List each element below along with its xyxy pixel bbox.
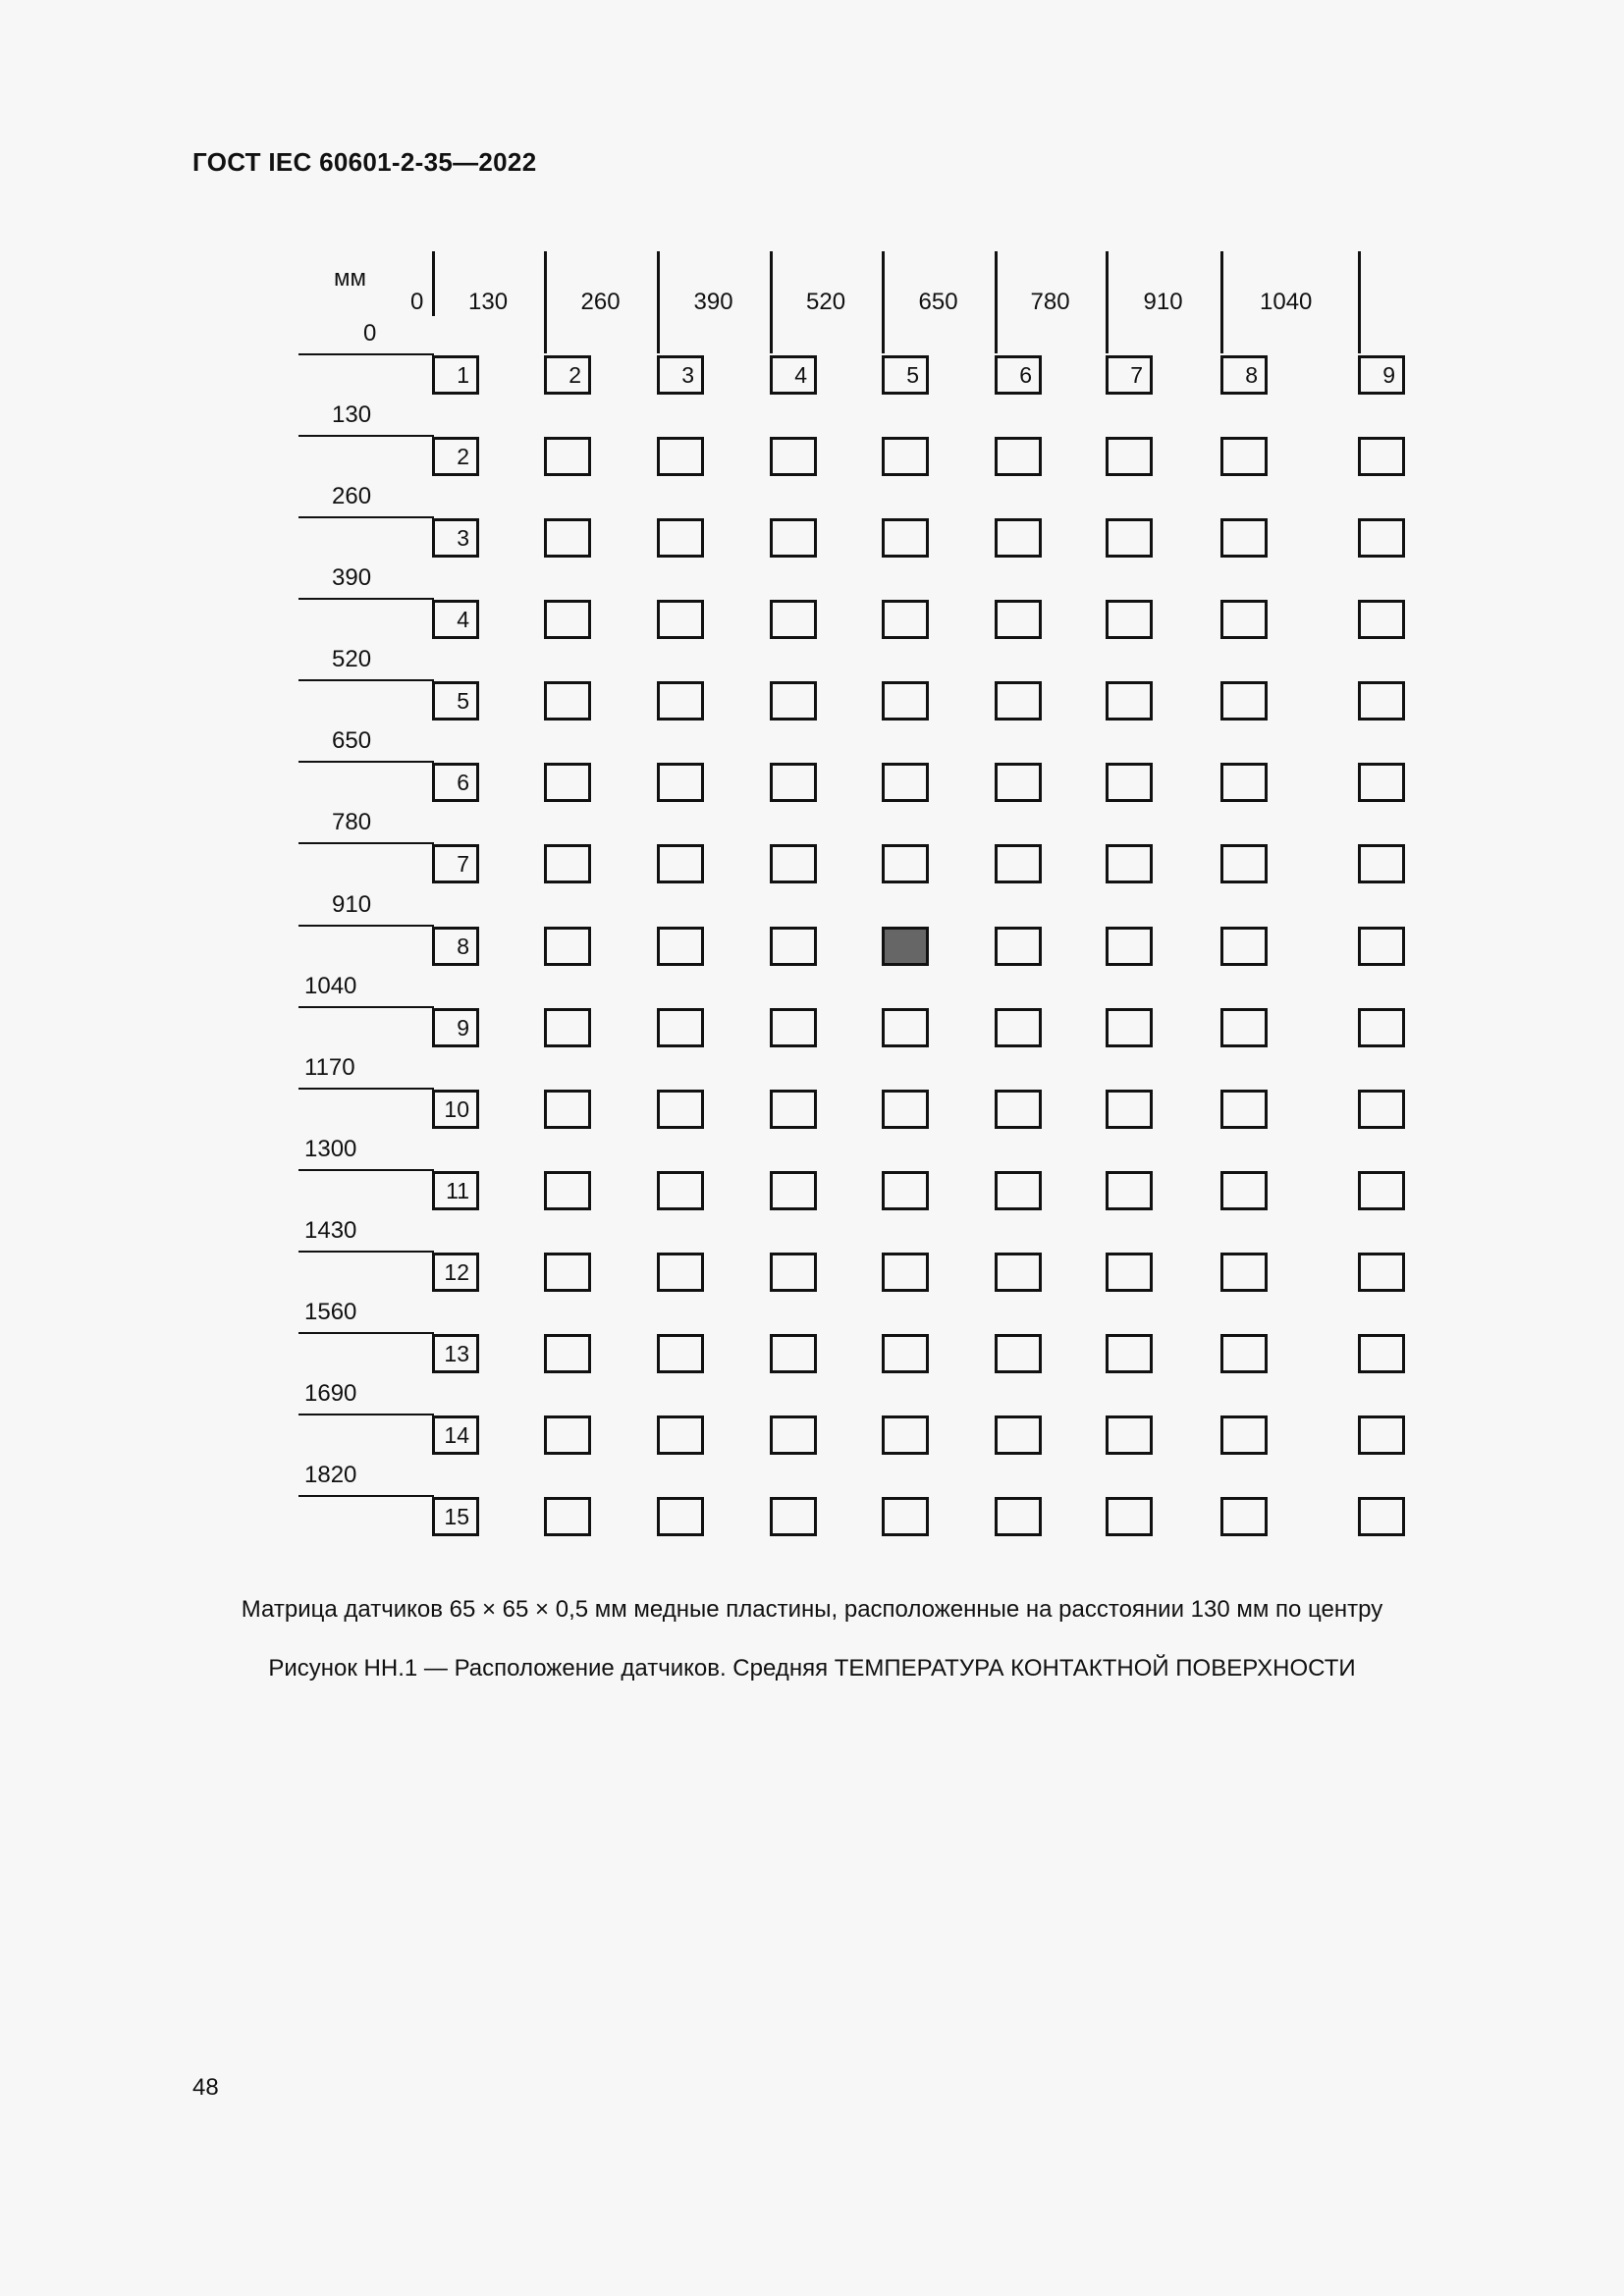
row-tick-label: 390 — [332, 564, 372, 591]
row-number-cell: 7 — [432, 844, 479, 883]
column-divider — [1358, 251, 1361, 353]
sensor-cell — [770, 681, 817, 721]
row-tick-label: 1430 — [304, 1217, 357, 1244]
sensor-cell — [1106, 518, 1153, 558]
sensor-cell — [995, 1415, 1042, 1455]
sensor-cell — [882, 518, 929, 558]
row-tick-label: 650 — [332, 727, 372, 754]
sensor-cell — [1220, 1090, 1268, 1129]
sensor-cell — [995, 437, 1042, 476]
column-tick-label: 1040 — [1260, 289, 1313, 315]
sensor-cell — [657, 1008, 704, 1047]
sensor-cell — [544, 1090, 591, 1129]
sensor-cell — [882, 763, 929, 802]
sensor-cell — [1358, 1253, 1405, 1292]
sensor-cell — [1106, 763, 1153, 802]
sensor-cell — [657, 600, 704, 639]
sensor-cell — [882, 1253, 929, 1292]
sensor-cell — [657, 437, 704, 476]
sensor-cell — [544, 844, 591, 883]
column-number-cell: 5 — [882, 355, 929, 395]
row-tick-label: 780 — [332, 809, 372, 835]
sensor-cell — [770, 518, 817, 558]
sensor-cell — [1106, 1334, 1153, 1373]
sensor-cell — [544, 763, 591, 802]
sensor-cell — [1358, 1090, 1405, 1129]
sensor-cell — [770, 1497, 817, 1536]
sensor-cell — [1358, 763, 1405, 802]
sensor-cell — [995, 844, 1042, 883]
column-divider — [544, 251, 547, 353]
column-number-cell: 6 — [995, 355, 1042, 395]
row-divider — [298, 1006, 434, 1008]
row-tick-label: 130 — [332, 401, 372, 428]
row-number-cell: 11 — [432, 1171, 479, 1210]
figure-caption: Рисунок НН.1 — Расположение датчиков. Средняя ТЕМПЕРАТУРА КОНТАКТНОЙ ПОВЕРХНОСТИ — [268, 1655, 1356, 1682]
sensor-cell — [657, 1090, 704, 1129]
column-tick-label: 260 — [580, 289, 621, 315]
sensor-cell — [1106, 844, 1153, 883]
column-divider — [1106, 251, 1109, 353]
sensor-cell — [995, 1171, 1042, 1210]
sensor-cell — [1220, 1415, 1268, 1455]
row-divider — [298, 1251, 434, 1253]
sensor-cell — [1220, 763, 1268, 802]
row-divider — [298, 842, 434, 844]
column-tick-label: 520 — [806, 289, 846, 315]
sensor-cell — [770, 1090, 817, 1129]
sensor-cell — [1106, 1497, 1153, 1536]
sensor-cell — [882, 600, 929, 639]
sensor-cell — [544, 1008, 591, 1047]
sensor-cell — [544, 1334, 591, 1373]
row-divider — [298, 1169, 434, 1171]
row-tick-label: 260 — [332, 483, 372, 509]
sensor-cell — [882, 1008, 929, 1047]
row-divider — [298, 598, 434, 600]
row-tick-label: 1820 — [304, 1462, 357, 1488]
column-tick-label: 780 — [1030, 289, 1070, 315]
sensor-cell — [657, 518, 704, 558]
column-number-cell: 7 — [1106, 355, 1153, 395]
sensor-cell — [657, 927, 704, 966]
sensor-cell — [995, 1090, 1042, 1129]
sensor-cell — [1106, 1090, 1153, 1129]
sensor-cell — [882, 1090, 929, 1129]
sensor-cell — [1220, 1497, 1268, 1536]
row-tick-label: 520 — [332, 646, 372, 672]
row-number-cell: 9 — [432, 1008, 479, 1047]
sensor-cell — [657, 1171, 704, 1210]
sensor-cell — [657, 844, 704, 883]
row-tick-label: 1560 — [304, 1299, 357, 1325]
row-tick-label: 1300 — [304, 1136, 357, 1162]
sensor-cell — [995, 1253, 1042, 1292]
row-divider — [298, 435, 434, 437]
sensor-cell — [1220, 844, 1268, 883]
sensor-cell — [1220, 1171, 1268, 1210]
row-tick-label: 1170 — [304, 1054, 355, 1081]
row-number-cell: 5 — [432, 681, 479, 721]
row-number-cell: 4 — [432, 600, 479, 639]
sensor-cell — [1106, 927, 1153, 966]
sensor-cell-highlighted — [882, 927, 929, 966]
sensor-cell — [1358, 437, 1405, 476]
row-number-cell: 8 — [432, 927, 479, 966]
sensor-cell — [1358, 600, 1405, 639]
row-number-cell: 12 — [432, 1253, 479, 1292]
sensor-cell — [1358, 927, 1405, 966]
column-tick-label: 130 — [468, 289, 509, 315]
column-divider — [770, 251, 773, 353]
sensor-cell — [995, 763, 1042, 802]
column-number-cell: 3 — [657, 355, 704, 395]
row-divider — [298, 516, 434, 518]
sensor-cell — [657, 1415, 704, 1455]
sensor-cell — [1106, 600, 1153, 639]
sensor-cell — [1358, 518, 1405, 558]
column-tick-label: 910 — [1143, 289, 1183, 315]
column-divider — [432, 251, 435, 316]
sensor-cell — [1106, 1253, 1153, 1292]
sensor-cell — [544, 1171, 591, 1210]
column-tick-label: 0 — [410, 289, 424, 315]
sensor-cell — [1220, 1253, 1268, 1292]
sensor-cell — [770, 437, 817, 476]
sensor-cell — [657, 763, 704, 802]
sensor-cell — [1106, 1008, 1153, 1047]
sensor-cell — [657, 1253, 704, 1292]
sensor-cell — [544, 681, 591, 721]
sensor-cell — [1358, 1008, 1405, 1047]
column-divider — [657, 251, 660, 353]
row-tick-label: 910 — [332, 891, 372, 918]
row-divider — [298, 925, 434, 927]
row-divider — [298, 1088, 434, 1090]
sensor-cell — [657, 1497, 704, 1536]
sensor-cell — [544, 1497, 591, 1536]
column-tick-label: 650 — [918, 289, 958, 315]
sensor-cell — [544, 518, 591, 558]
column-tick-label: 390 — [693, 289, 733, 315]
sensor-cell — [1358, 1415, 1405, 1455]
row-divider — [298, 761, 434, 763]
sensor-cell — [770, 927, 817, 966]
sensor-cell — [995, 681, 1042, 721]
row-number-cell: 13 — [432, 1334, 479, 1373]
sensor-cell — [882, 681, 929, 721]
sensor-cell — [882, 1171, 929, 1210]
sensor-cell — [882, 1497, 929, 1536]
sensor-cell — [1358, 1497, 1405, 1536]
sensor-cell — [657, 681, 704, 721]
sensor-cell — [770, 763, 817, 802]
column-number-cell: 8 — [1220, 355, 1268, 395]
row-number-cell: 14 — [432, 1415, 479, 1455]
column-number-cell: 4 — [770, 355, 817, 395]
sensor-cell — [995, 927, 1042, 966]
sensor-cell — [1220, 927, 1268, 966]
column-number-cell: 1 — [432, 355, 479, 395]
sensor-cell — [1106, 681, 1153, 721]
sensor-cell — [544, 1415, 591, 1455]
column-divider — [1220, 251, 1223, 353]
row-number-cell: 6 — [432, 763, 479, 802]
sensor-cell — [770, 1253, 817, 1292]
sensor-cell — [1220, 437, 1268, 476]
row-divider — [298, 1495, 434, 1497]
column-divider — [882, 251, 885, 353]
sensor-cell — [770, 600, 817, 639]
row-number-cell: 10 — [432, 1090, 479, 1129]
column-number-cell: 2 — [544, 355, 591, 395]
row-tick-label: 0 — [363, 320, 377, 347]
sensor-cell — [770, 1008, 817, 1047]
sensor-cell — [1220, 600, 1268, 639]
sensor-cell — [882, 844, 929, 883]
sensor-cell — [770, 1334, 817, 1373]
row-divider — [298, 1332, 434, 1334]
page-number: 48 — [192, 2074, 219, 2101]
row-divider — [298, 353, 434, 355]
figure-note: Матрица датчиков 65 × 65 × 0,5 мм медные пластины, расположенные на расстоянии 130 мм по центру — [241, 1596, 1383, 1623]
column-number-cell: 9 — [1358, 355, 1405, 395]
row-number-cell: 2 — [432, 437, 479, 476]
sensor-cell — [995, 600, 1042, 639]
sensor-cell — [995, 1497, 1042, 1536]
column-divider — [995, 251, 998, 353]
row-number-cell: 15 — [432, 1497, 479, 1536]
unit-label: мм — [334, 265, 366, 292]
sensor-cell — [1106, 437, 1153, 476]
sensor-cell — [544, 1253, 591, 1292]
sensor-cell — [1220, 1334, 1268, 1373]
sensor-cell — [1220, 1008, 1268, 1047]
sensor-cell — [882, 437, 929, 476]
sensor-cell — [1358, 844, 1405, 883]
sensor-cell — [657, 1334, 704, 1373]
sensor-cell — [882, 1334, 929, 1373]
sensor-cell — [770, 1171, 817, 1210]
sensor-cell — [544, 927, 591, 966]
row-divider — [298, 1414, 434, 1415]
sensor-cell — [882, 1415, 929, 1455]
sensor-cell — [995, 518, 1042, 558]
document-header: ГОСТ IEC 60601-2-35—2022 — [192, 147, 537, 177]
row-tick-label: 1690 — [304, 1380, 357, 1407]
sensor-cell — [1220, 518, 1268, 558]
sensor-cell — [1220, 681, 1268, 721]
sensor-cell — [995, 1008, 1042, 1047]
row-tick-label: 1040 — [304, 973, 357, 999]
row-number-cell: 3 — [432, 518, 479, 558]
sensor-cell — [1358, 1171, 1405, 1210]
sensor-cell — [995, 1334, 1042, 1373]
sensor-cell — [770, 844, 817, 883]
sensor-cell — [544, 600, 591, 639]
row-divider — [298, 679, 434, 681]
sensor-cell — [1358, 681, 1405, 721]
sensor-cell — [1106, 1171, 1153, 1210]
sensor-cell — [770, 1415, 817, 1455]
sensor-cell — [1358, 1334, 1405, 1373]
sensor-cell — [1106, 1415, 1153, 1455]
sensor-cell — [544, 437, 591, 476]
